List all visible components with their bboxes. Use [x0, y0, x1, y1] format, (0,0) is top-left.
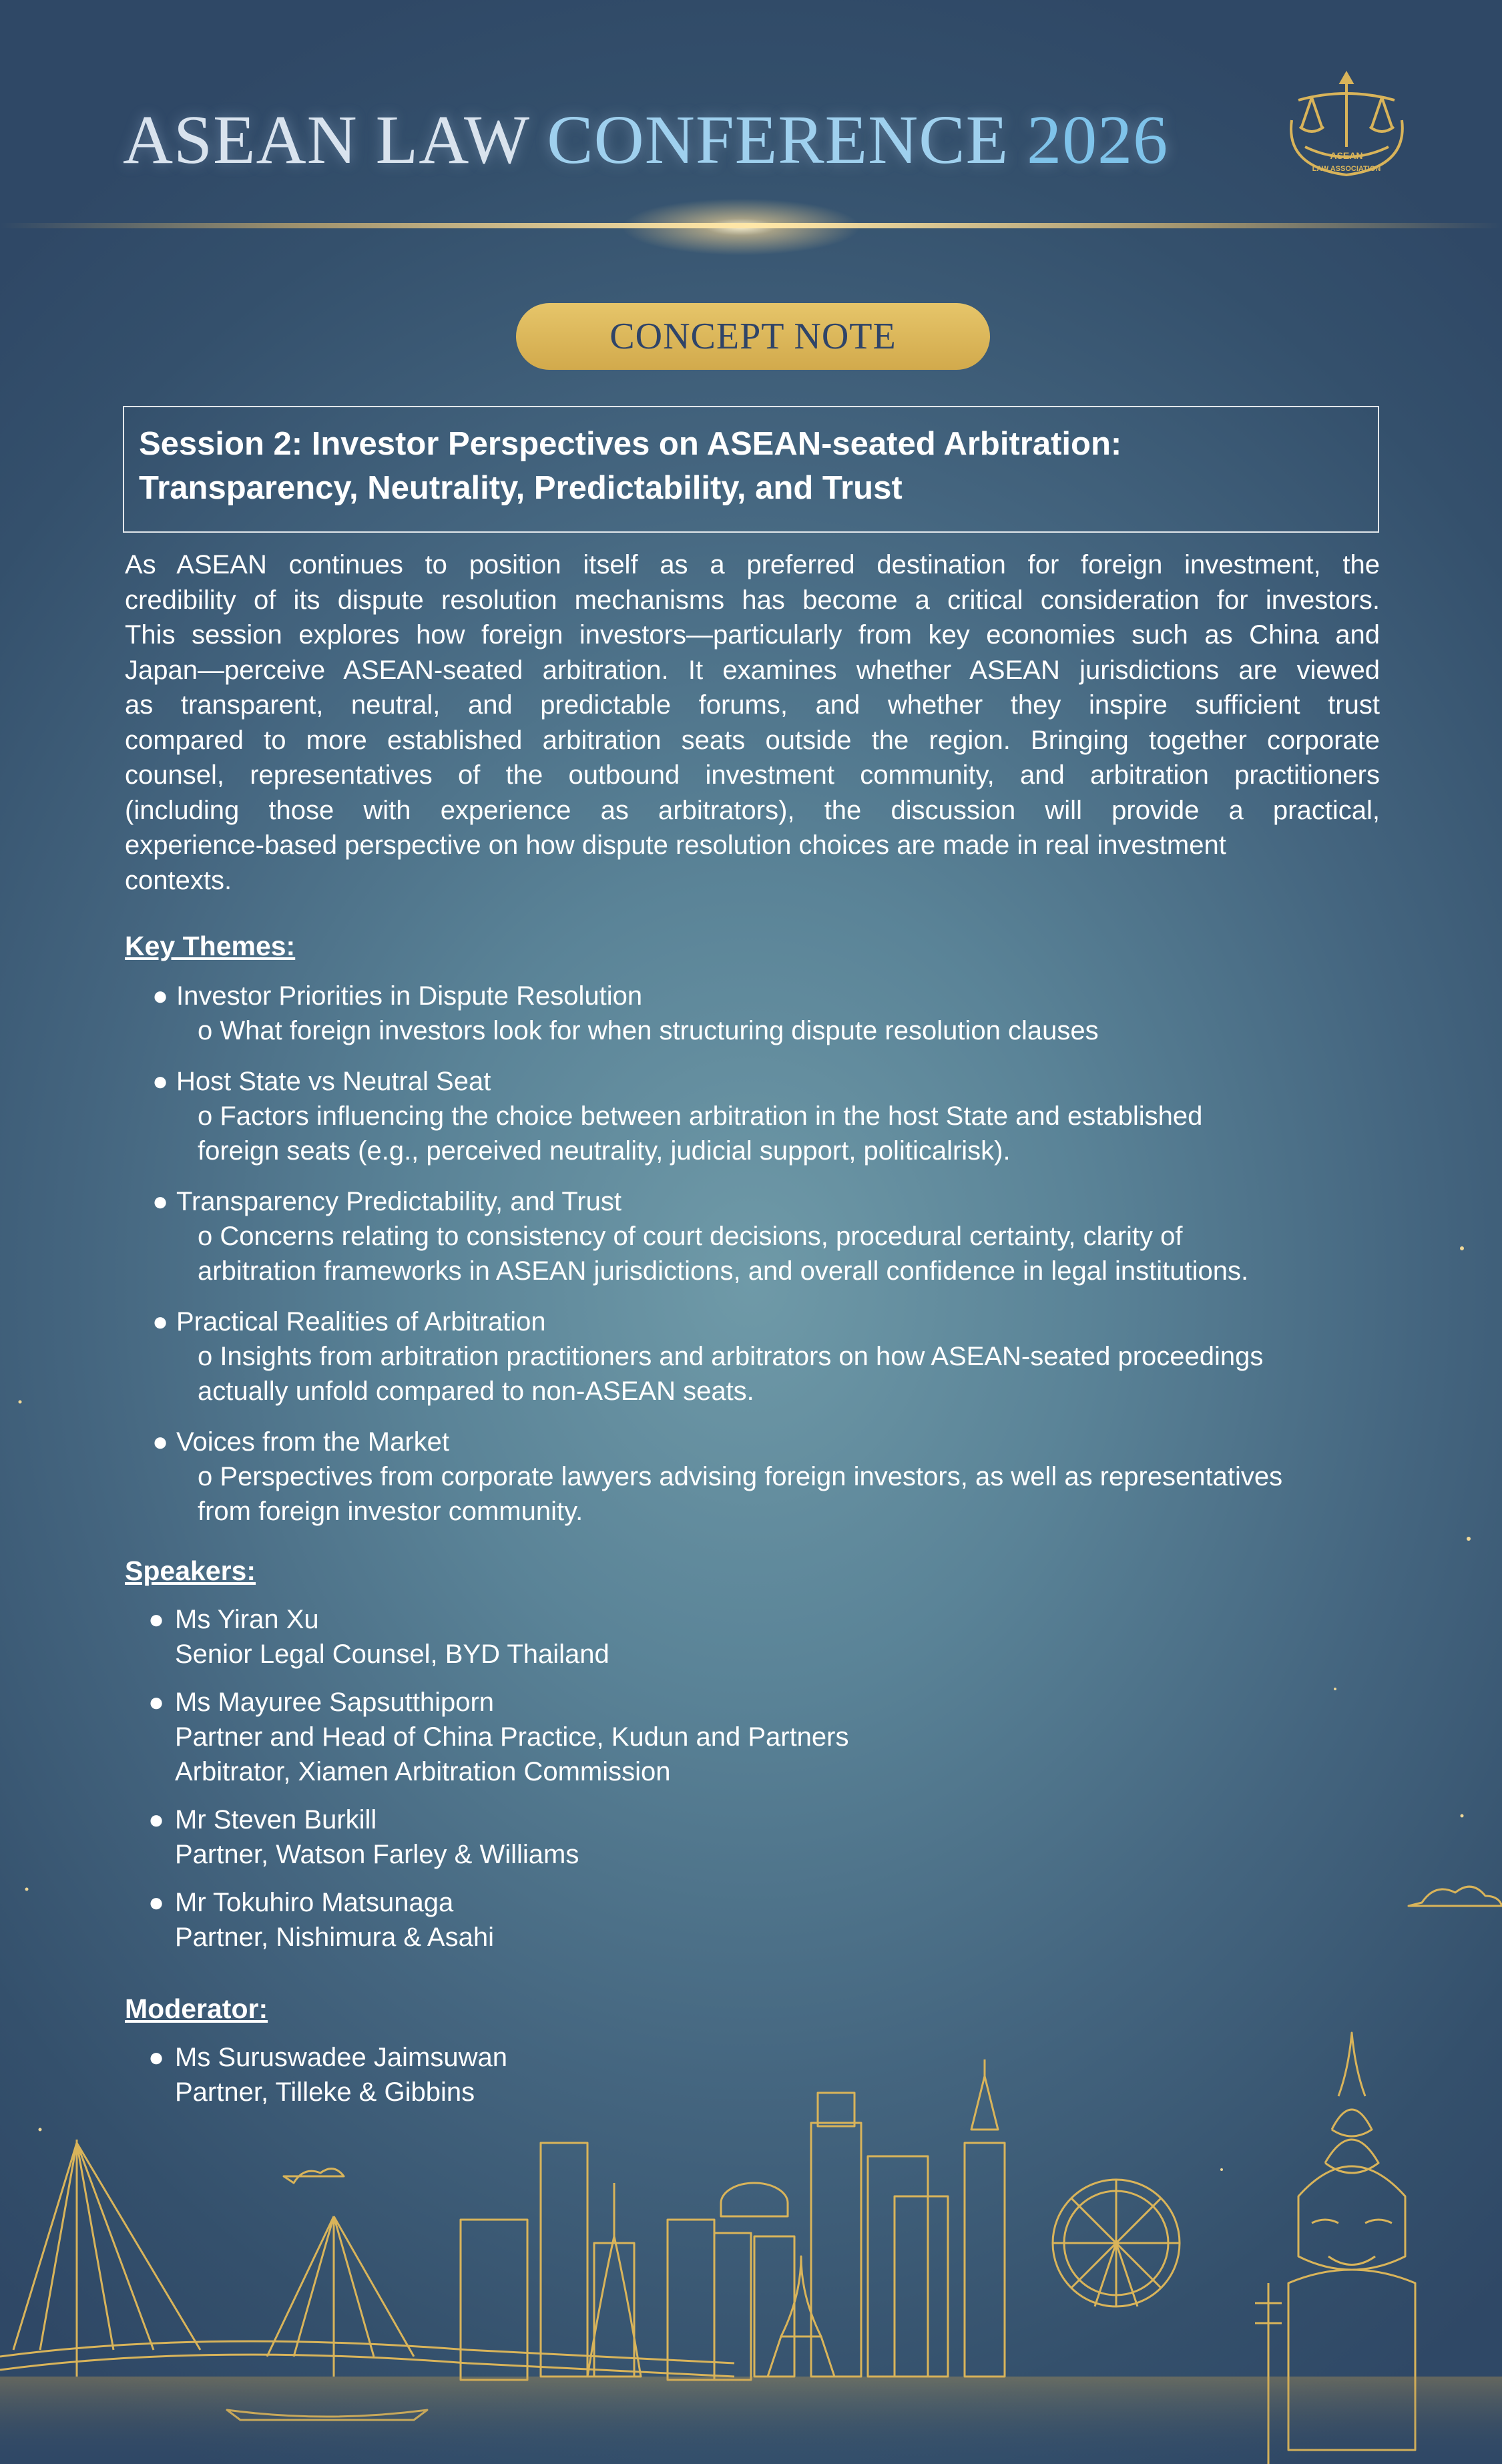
speakers-list — [148, 1602, 1150, 1968]
bullet-dot-icon: ● — [152, 1067, 169, 1096]
speaker-name: Ms Mayuree Sapsutthiporn — [175, 1688, 495, 1717]
speaker-item — [148, 1802, 1150, 1872]
theme-item — [152, 1064, 1387, 1168]
title-part-conference: CONFERENCE — [547, 101, 1027, 178]
theme-title: Transparency Predictability, and Trust — [176, 1187, 621, 1216]
bullet-dot-icon: ● — [152, 1307, 169, 1336]
theme-item — [152, 1425, 1387, 1529]
theme-title: Investor Priorities in Dispute Resolution — [176, 981, 643, 1011]
theme-detail: o Perspectives from corporate lawyers advising foreign investors, as well as representatives — [198, 1462, 1283, 1491]
speaker-role: Senior Legal Counsel, BYD Thailand — [175, 1640, 609, 1669]
speaker-item — [148, 1885, 1150, 1955]
speaker-role: Partner, Watson Farley & Williams — [175, 1840, 579, 1869]
title-part-year: 2026 — [1027, 101, 1169, 178]
title-part-asean-law: ASEAN LAW — [123, 101, 547, 178]
asean-law-association-logo — [1272, 67, 1422, 187]
moderator-list — [148, 2040, 1150, 2123]
theme-item — [152, 979, 1387, 1048]
session-title-box — [123, 406, 1379, 533]
logo-text-asean: ASEAN — [1330, 150, 1363, 161]
bullet-dot-icon: ● — [152, 981, 169, 1011]
theme-detail: o Concerns relating to consistency of court decisions, procedural certainty, clarity of — [198, 1222, 1183, 1251]
theme-item — [152, 1184, 1387, 1288]
intro-line: (including those with experience as arbitrators), the discussion will provide a practical, — [125, 795, 1380, 825]
moderator-item — [148, 2040, 1150, 2110]
intro-line: credibility of its dispute resolution mechanisms has become a critical consideration for investors. — [125, 585, 1380, 615]
theme-detail: foreign seats (e.g., perceived neutrality, judicial support, politicalrisk). — [198, 1136, 1011, 1166]
moderator-role: Partner, Tilleke & Gibbins — [175, 2077, 475, 2107]
theme-title: Host State vs Neutral Seat — [176, 1067, 491, 1096]
moderator-name: Ms Suruswadee Jaimsuwan — [175, 2043, 507, 2072]
bullet-dot-icon: ● — [148, 1688, 165, 1717]
session-title-line-1: Session 2: Investor Perspectives on ASEAN-seated Arbitration: — [139, 426, 1122, 462]
concept-note-badge-label: CONCEPT NOTE — [609, 316, 897, 357]
conference-title — [123, 100, 1271, 180]
session-title-line-2: Transparency, Neutrality, Predictability, and Trust — [139, 470, 903, 506]
intro-line: counsel, representatives of the outbound investment community, and arbitration practitioners — [125, 760, 1380, 790]
speaker-role: Arbitrator, Xiamen Arbitration Commission — [175, 1757, 671, 1786]
speaker-role: Partner and Head of China Practice, Kudun and Partners — [175, 1722, 849, 1752]
theme-detail: arbitration frameworks in ASEAN jurisdictions, and overall confidence in legal institutions. — [198, 1256, 1249, 1286]
concept-note-badge — [516, 303, 990, 370]
intro-paragraph — [125, 547, 1380, 898]
intro-line: experience-based perspective on how dispute resolution choices are made in real investment — [125, 830, 1226, 860]
bullet-dot-icon: ● — [148, 2043, 165, 2072]
bullet-dot-icon: ● — [152, 1427, 169, 1457]
speaker-name: Mr Tokuhiro Matsunaga — [175, 1888, 454, 1917]
speaker-name: Ms Yiran Xu — [175, 1605, 319, 1634]
theme-detail: o Insights from arbitration practitioners and arbitrators on how ASEAN-seated proceedings — [198, 1342, 1264, 1371]
intro-line: contexts. — [125, 865, 232, 895]
speaker-item — [148, 1602, 1150, 1672]
speakers-heading: Speakers: — [125, 1555, 256, 1586]
bullet-dot-icon: ● — [148, 1805, 165, 1834]
theme-detail: o Factors influencing the choice between arbitration in the host State and established — [198, 1101, 1203, 1131]
glow-divider-line — [0, 223, 1502, 228]
intro-line: This session explores how foreign investors—particularly from key economies such as China and — [125, 620, 1380, 650]
theme-title: Practical Realities of Arbitration — [176, 1307, 546, 1336]
bullet-dot-icon: ● — [148, 1605, 165, 1634]
intro-line: as transparent, neutral, and predictable forums, and whether they inspire sufficient trust — [125, 690, 1380, 720]
speaker-item — [148, 1685, 1150, 1789]
intro-line: Japan—perceive ASEAN-seated arbitration. It examines whether ASEAN jurisdictions are viewed — [125, 655, 1380, 685]
theme-detail: from foreign investor community. — [198, 1497, 583, 1526]
theme-detail: o What foreign investors look for when structuring dispute resolution clauses — [198, 1016, 1099, 1045]
key-themes-list — [152, 979, 1387, 1545]
intro-line: compared to more established arbitration seats outside the region. Bringing together corporate — [125, 725, 1380, 755]
bullet-dot-icon: ● — [148, 1888, 165, 1917]
theme-detail: actually unfold compared to non-ASEAN seats. — [198, 1377, 754, 1406]
key-themes-heading: Key Themes: — [125, 931, 296, 961]
intro-line: As ASEAN continues to position itself as a preferred destination for foreign investment, the — [125, 550, 1380, 579]
theme-item — [152, 1304, 1387, 1409]
speaker-role: Partner, Nishimura & Asahi — [175, 1923, 494, 1952]
speaker-name: Mr Steven Burkill — [175, 1805, 377, 1834]
moderator-heading: Moderator: — [125, 1993, 268, 2024]
bullet-dot-icon: ● — [152, 1187, 169, 1216]
logo-text-law-association: LAW ASSOCIATION — [1312, 165, 1381, 173]
theme-title: Voices from the Market — [176, 1427, 450, 1457]
